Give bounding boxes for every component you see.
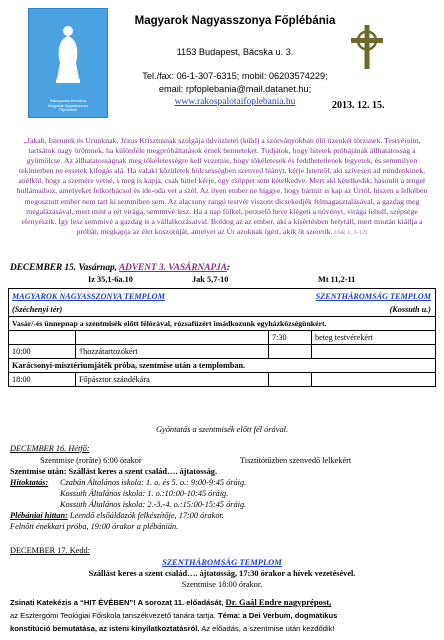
quote-reference: (Jak 1, 1-12) (334, 228, 368, 236)
table-row (9, 317, 436, 331)
dec17-line2: Szentmise 18:00 órakor. (181, 580, 263, 589)
mass-time: 18:00 (9, 373, 76, 387)
table-row (9, 289, 436, 304)
dec16-after-mass: Szentmise után: Szállást keres a szent család…. ájtatosság. (10, 467, 218, 476)
mass-time: 10:00 (9, 345, 76, 359)
parish-website-link[interactable]: www.rakospalotaifoplebania.hu (174, 97, 296, 107)
mass-time: 7:30 (269, 331, 312, 345)
zsinati-intro: Zsinati Katekézis a “HIT ÉVÉBEN”! A sorozat 11. előadását, (10, 598, 224, 607)
quote-text: „Jakab, Istennek és Urunknak, Jézus Krisztusnak szolgája üdvözletet (küld) a szórványokban élő tizenkét törzsnek. Testvéreim, tartsátok nagy örömnek, ha különféle megpróbáltatások érnek benneteket. Tudjátok, hogy hitetek próbájának állhatatosság a gyümölcse. Az állhatatosságnak meg tökéletességre kell vezetnie, hogy tökéletesek és feddhetetlenek legyetek, és semmilyen tekintetben ne essetek kifogás alá. Ha valaki közületek bölcsességben szenved hiányt, kérje Istentől, aki szívesen ad mindenkinek, anélkül, hogy a szemére vetné, s meg is kapja, csak hittel kérje, egy csöppet sem kételkedve. Mert aki kételkedik, hasonlít a tenger hullámaihoz, amelyeket felkorbácsol és ide-oda vet a szél. Az ilyen ember ne higgye, hogy bármit is kap az Úrtól, hiszen a lelkében megosztott ember nem tart ki semmiben sem. Az alacsony rangú testvér viszont dicsekedjék felmagasztalásával, a gazdag meg megalázásával, mert mint a rét virága, semmivé lesz. Ha a nap fölkel, perzselő heve kiégeti a növényt, virága lehull, szépsége elenyészik. Így lesz semmivé a gazdag is a vállalkozásaival. Boldog az az ember, aki a kísértésben helytáll, mert miután kiállja a próbát, megkapja az élet koszorúját, amelyet az Úr azoknak ígért, akik őt szeretik. (16, 136, 428, 236)
reading-3: Mt 11,2-11 (318, 275, 356, 284)
hitoktatas-1: Czabán Általános iskola: 1. o. és 5. o.: 9:00-9:45 óráig. (60, 478, 247, 487)
hitoktatas-label: Hitoktatás: (10, 478, 49, 487)
table-row (9, 303, 436, 317)
dec16-heading: DECEMBER 16. Hétfő: (10, 444, 90, 453)
sunday-colon: : (227, 263, 231, 273)
zsinati-topic: Téma: a Dei Verbum, dogmatikus (217, 611, 338, 620)
advent-title: ADVENT 3. VASÁRNAPJA (118, 263, 227, 273)
scripture-quote (10, 136, 434, 238)
plebania-text: Leendő elsőáldozók felkészítője, 17:00 órakor. (67, 511, 224, 520)
zsinati-speaker: Dr. Gaál Endre nagyprépost, (225, 597, 332, 607)
plebania-label: Plébániai hittan: (10, 511, 68, 520)
parish-title: Magyarok Nagyasszonya Főplébánia (134, 15, 336, 27)
zsinati-speaker-role: az Esztergomi Teológiai Főiskola tanszékvezető tanára tartja. (10, 611, 216, 620)
parish-logo (28, 8, 108, 118)
reading-2: Jak 5,7-10 (192, 275, 229, 284)
zsinati-topic-cont: konstitúció bemutatása, az isteni kinyilatkoztatásról. (10, 624, 200, 633)
holiday-note: Vasár/-és ünnepnap a szentmisék előtt félórával, rózsafüzért imádkozunk egyházközségünkért. (9, 317, 436, 331)
church-street-1: (Széchenyi tér) (12, 305, 63, 314)
bulletin-date: 2013. 12. 15. (332, 100, 385, 111)
mass-intent: †hozzátartozókért (76, 345, 269, 359)
confession-note: Gyóntatás a szentmisék előtt fél órával. (155, 425, 289, 434)
choir-note: Felnőtt énekkari próba, 19:00 órakor a plébánián. (10, 522, 179, 531)
dec17-heading: DECEMBER 17. Kedd: (10, 546, 90, 555)
hitoktatas-2: Kossuth Általános iskola: 1. o.:10:00-10:45 óráig. (60, 489, 229, 498)
sunday-readings (10, 275, 440, 286)
hitoktatas-3: Kossuth Általános iskola: 2.-3.-4. o.:15:00-15:45 óráig. (60, 500, 247, 509)
church-name-2: SZENTHÁROMSÁG TEMPLOM (315, 291, 431, 301)
parish-address: 1153 Budapest, Bácska u. 3. (176, 47, 294, 57)
dec17-church: SZENTHÁROMSÁG TEMPLOM (162, 557, 282, 567)
zsinati-line1 (10, 597, 331, 607)
logo-caption: Rákospalota-Kertváros Magyarok Nagyasszonya Főplébánia (47, 99, 89, 113)
table-row (9, 345, 436, 359)
dec17-line1: Szállást keres a szent család…. ájtatosság, 17:30 órakor a hívek vezetésével. (88, 569, 356, 578)
dec16-mass: Szentmise (roráte) 6:00 órakor (40, 456, 142, 465)
celtic-cross-icon (348, 24, 386, 70)
sunday-schedule-table (8, 288, 436, 387)
table-row (9, 359, 436, 373)
dec16-mass-intent: Tisztítótűzben szenvedő lelkekért (240, 456, 352, 465)
mass-intent: Főpásztor szándékára (76, 373, 269, 387)
mass-intent: beteg testvérekért (312, 331, 436, 345)
carol-note: Karácsonyi-misztériumjáték próba, szentmise után a templomban. (9, 359, 436, 373)
plebania-hittan (10, 511, 224, 520)
zsinati-start-note: Az előadás, a szentmise után kezdődik! (201, 624, 335, 633)
reading-1: Iz 35,1-6a.10 (88, 275, 133, 284)
sunday-day: DECEMBER 15. Vasárnap, (10, 263, 117, 273)
zsinati-line2 (10, 611, 337, 620)
church-street-2: (Kossuth u.) (389, 305, 431, 314)
madonna-statue-icon (51, 23, 85, 85)
church-name-1: MAGYAROK NAGYASSZONYA TEMPLOM (12, 291, 165, 301)
table-row (9, 373, 436, 387)
sunday-heading (10, 263, 230, 273)
parish-phone: Tel./fax: 06-1-307-6315; mobil: 06203574229; (142, 71, 328, 81)
parish-email: email: rpfoplebania@mail.datanet.hu; (158, 84, 312, 94)
table-row (9, 331, 436, 345)
zsinati-line3 (10, 624, 335, 633)
